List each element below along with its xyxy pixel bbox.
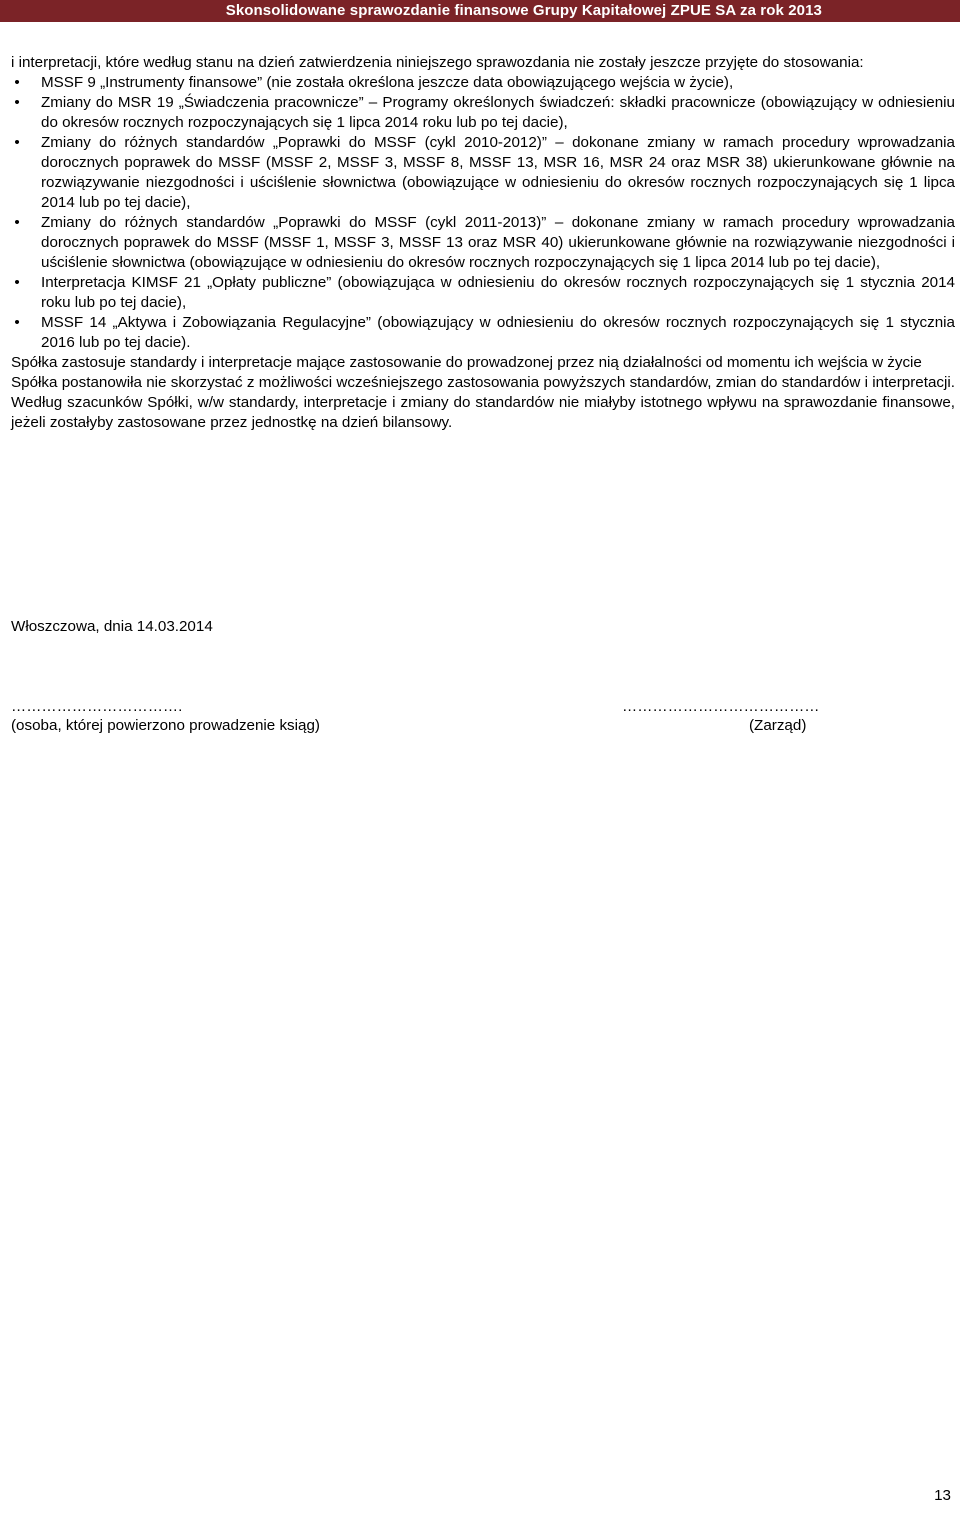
list-item-text: Zmiany do różnych standardów „Poprawki do MSSF (cykl 2011-2013)” – dokonane zmiany w ramach procedury wprowadzania dorocznych poprawek do MSSF (MSSF 1, MSSF 3, MSSF 13 oraz MSR 40) ukierunkowane głównie na rozwiązywanie niezgodności i uściślenie słownictwa (obowiązujące w odniesieniu do okresów rocznych rozpoczynających się 1 lipca 2014 lub po tej dacie), <box>41 214 955 271</box>
list-item-text: MSSF 14 „Aktywa i Zobowiązania Regulacyjne” (obowiązujący w odniesieniu do okresów rocznych rozpoczynających się 1 stycznia 2016 lub po tej dacie). <box>41 314 955 351</box>
standards-list <box>11 73 955 353</box>
bullet-dot-icon <box>11 313 23 333</box>
bullet-dot-icon <box>11 73 23 93</box>
list-item <box>11 213 955 273</box>
intro-paragraph: i interpretacji, które według stanu na dzień zatwierdzenia niniejszego sprawozdania nie zostały jeszcze przyjęte do stosowania: <box>11 54 864 71</box>
list-item <box>11 313 955 353</box>
signature-line-bookkeeper: ……………………………. <box>11 698 183 715</box>
signature-label-bookkeeper: (osoba, której powierzono prowadzenie ksiąg) <box>11 717 320 734</box>
bullet-dot-icon <box>11 213 23 233</box>
header-bar <box>0 0 960 22</box>
page-number: 13 <box>934 1487 951 1504</box>
application-paragraph: Spółka zastosuje standardy i interpretacje mające zastosowanie do prowadzonej przez nią działalności od momentu ich wejścia w życie <box>11 354 922 371</box>
list-item <box>11 93 955 133</box>
bullet-dot-icon <box>11 133 23 153</box>
list-item <box>11 273 955 313</box>
bullet-dot-icon <box>11 273 23 293</box>
list-item-text: Zmiany do różnych standardów „Poprawki do MSSF (cykl 2010-2012)” – dokonane zmiany w ramach procedury wprowadzania dorocznych poprawek do MSSF (MSSF 2, MSSF 3, MSSF 8, MSSF 13, MSR 16, MSR 24 oraz MSR 38) ukierunkowane głównie na rozwiązywanie niezgodności i uściślenie słownictwa (obowiązujące w odniesieniu do okresów rocznych rozpoczynających się 1 lipca 2014 lub po tej dacie), <box>41 134 955 211</box>
list-item <box>11 73 955 93</box>
document-body <box>11 53 955 433</box>
signature-label-board: (Zarząd) <box>749 717 807 734</box>
list-item <box>11 133 955 213</box>
decision-paragraph: Spółka postanowiła nie skorzystać z możliwości wcześniejszego zastosowania powyższych standardów, zmian do standardów i interpretacji. Według szacunków Spółki, w/w standardy, interpretacje i zmiany do standardów nie miałyby istotnego wpływu na sprawozdanie finansowe, jeżeli zostałyby zastosowane przez jednostkę na dzień bilansowy. <box>11 374 955 431</box>
bullet-dot-icon <box>11 93 23 113</box>
list-item-text: Interpretacja KIMSF 21 „Opłaty publiczne” (obowiązująca w odniesieniu do okresów rocznych rozpoczynających się 1 stycznia 2014 roku lub po tej dacie), <box>41 274 955 311</box>
signature-line-board: ………………………………… <box>622 698 820 715</box>
document-title: Skonsolidowane sprawozdanie finansowe Grupy Kapitałowej ZPUE SA za rok 2013 <box>225 2 822 19</box>
place-and-date: Włoszczowa, dnia 14.03.2014 <box>11 618 213 635</box>
list-item-text: MSSF 9 „Instrumenty finansowe” (nie została określona jeszcze data obowiązującego wejścia w życie), <box>41 74 734 91</box>
list-item-text: Zmiany do MSR 19 „Świadczenia pracownicze” – Programy określonych świadczeń: składki pracownicze (obowiązujący w odniesieniu do okresów rocznych rozpoczynających się 1 lipca 2014 roku lub po tej dacie), <box>41 94 955 131</box>
